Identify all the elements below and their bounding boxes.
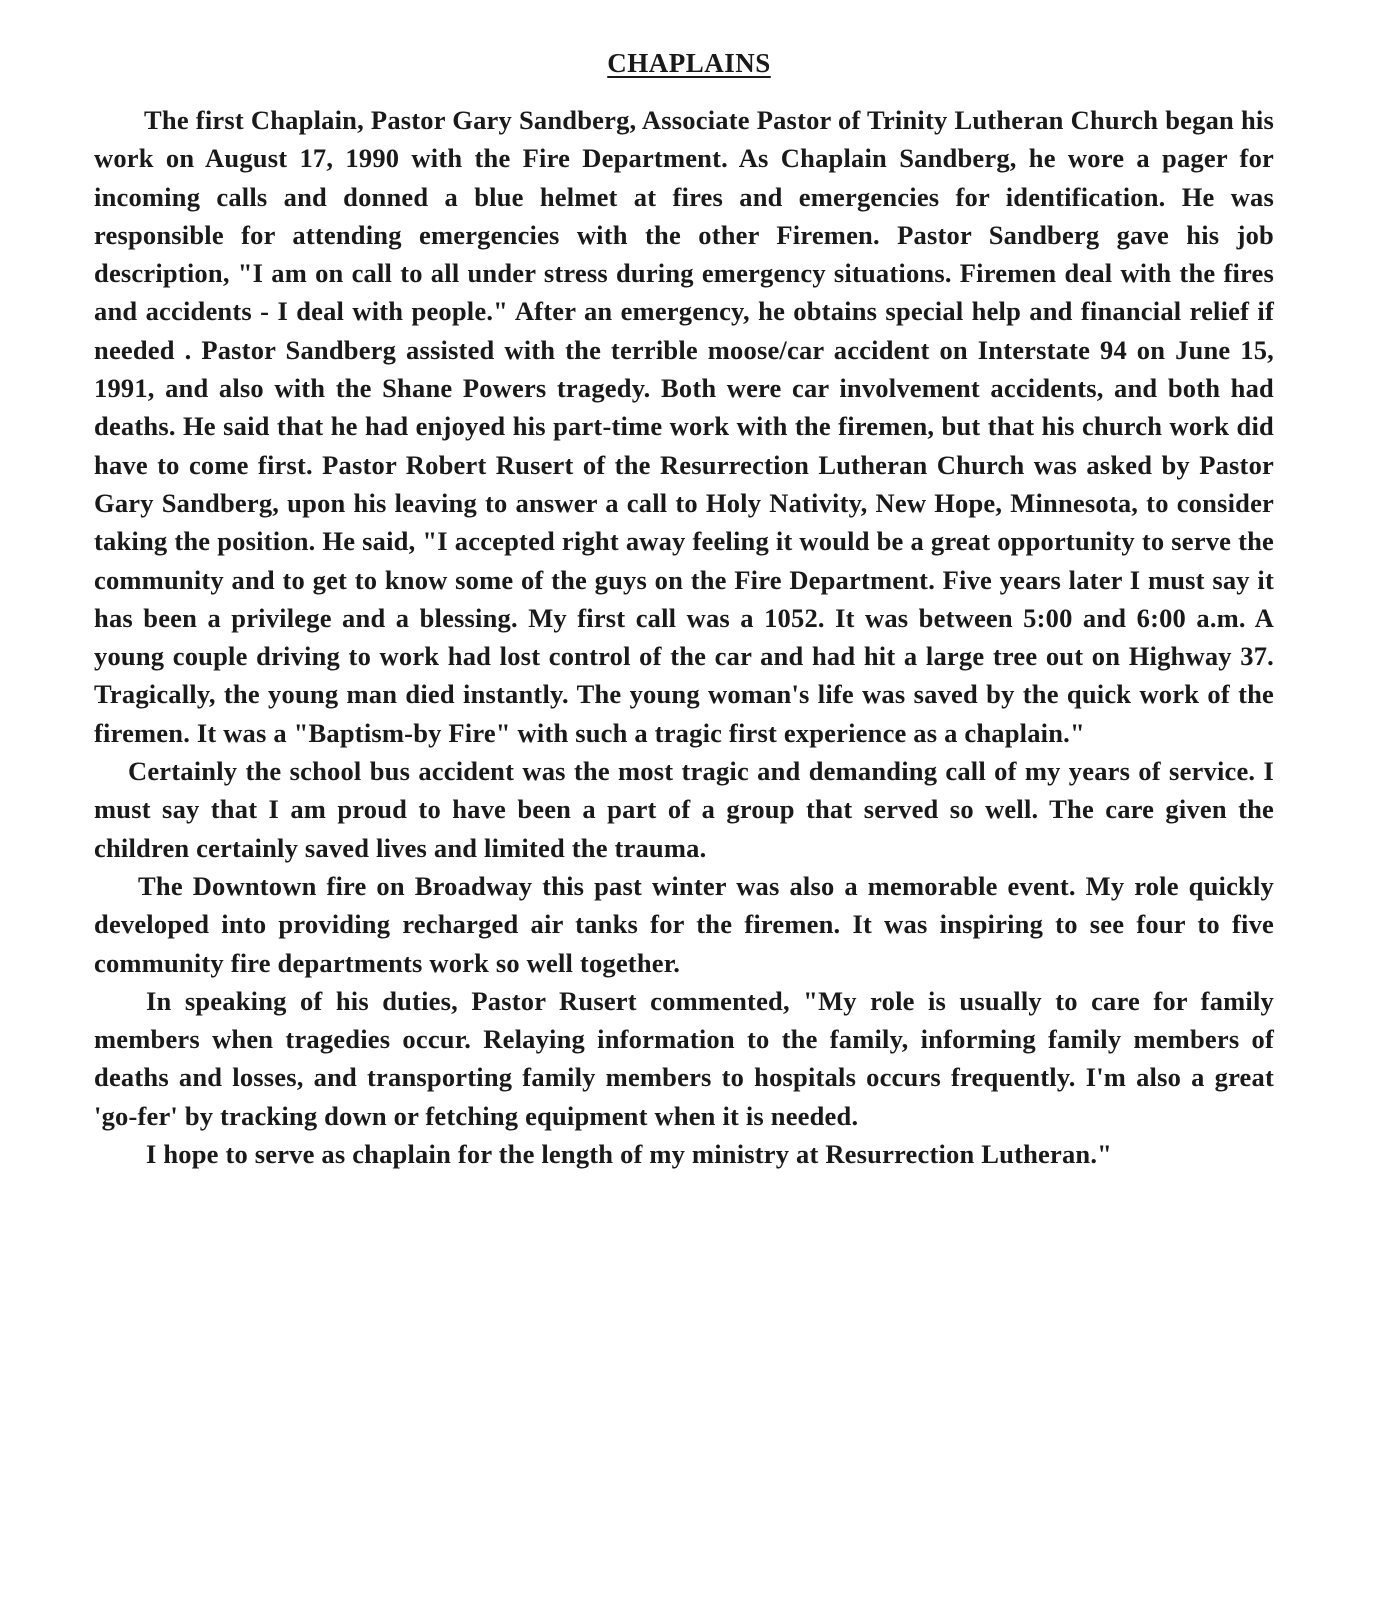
document-page xyxy=(94,48,1274,1173)
paragraph-school-bus: Certainly the school bus accident was the most tragic and demanding call of my years of service. I must say that I am proud to have been a part of a group that served so well. The care given the children certainly saved lives and limited the trauma. xyxy=(94,756,1274,863)
paragraph-closing: I hope to serve as chaplain for the length of my ministry at Resurrection Lutheran." xyxy=(146,1139,1113,1170)
paragraph-sandberg: The first Chaplain, Pastor Gary Sandberg, Associate Pastor of Trinity Lutheran Church began his work on August 17, 1990 with the Fire Department. As Chaplain Sandberg, he wore a pager for incoming calls and donned a blue helmet at fires and emergencies for identification. He was responsible for attending emergencies with the other Firemen. Pastor Sandberg gave his job description, "I am on call to all under stress during emergency situations. Firemen deal with the fires and accidents - I deal with people." After an emergency, he obtains special help and financial relief if needed . Pastor Sandberg assisted with the terrible moose/car accident on Interstate 94 on June 15, 1991, and also with the Shane Powers tragedy. Both were car involvement accidents, and both had deaths. He said that he had enjoyed his part-time work with the firemen, but that his church work did have to come first. Pastor Robert Rusert of the Resurrection Lutheran Church was asked by Pastor Gary Sandberg, upon his leaving to answer a call to Holy Nativity, New Hope, Minnesota, to consider taking the position. He said, "I accepted right away feeling it would be a great opportunity to serve the community and to get to know some of the guys on the Fire Department. Five years later I must say it has been a privilege and a blessing. My first call was a 1052. It was between 5:00 and 6:00 a.m. A young couple driving to work had lost control of the car and had hit a large tree out on Highway 37. Tragically, the young man died instantly. The young woman's life was saved by the quick work of the firemen. It was a "Baptism-by Fire" with such a tragic first experience as a chaplain." xyxy=(94,105,1274,748)
paragraph-duties: In speaking of his duties, Pastor Rusert commented, "My role is usually to care for family members when tragedies occur. Relaying information to the family, informing family members of deaths and losses, and transporting family members to hospitals occurs frequently. I'm also a great 'go-fer' by tracking down or fetching equipment when it is needed. xyxy=(94,985,1274,1131)
page-title: CHAPLAINS xyxy=(607,48,771,78)
paragraph-downtown-fire: The Downtown fire on Broadway this past winter was also a memorable event. My role quickly developed into providing recharged air tanks for the firemen. It was inspiring to see four to five community fire departments work so well together. xyxy=(94,870,1274,978)
